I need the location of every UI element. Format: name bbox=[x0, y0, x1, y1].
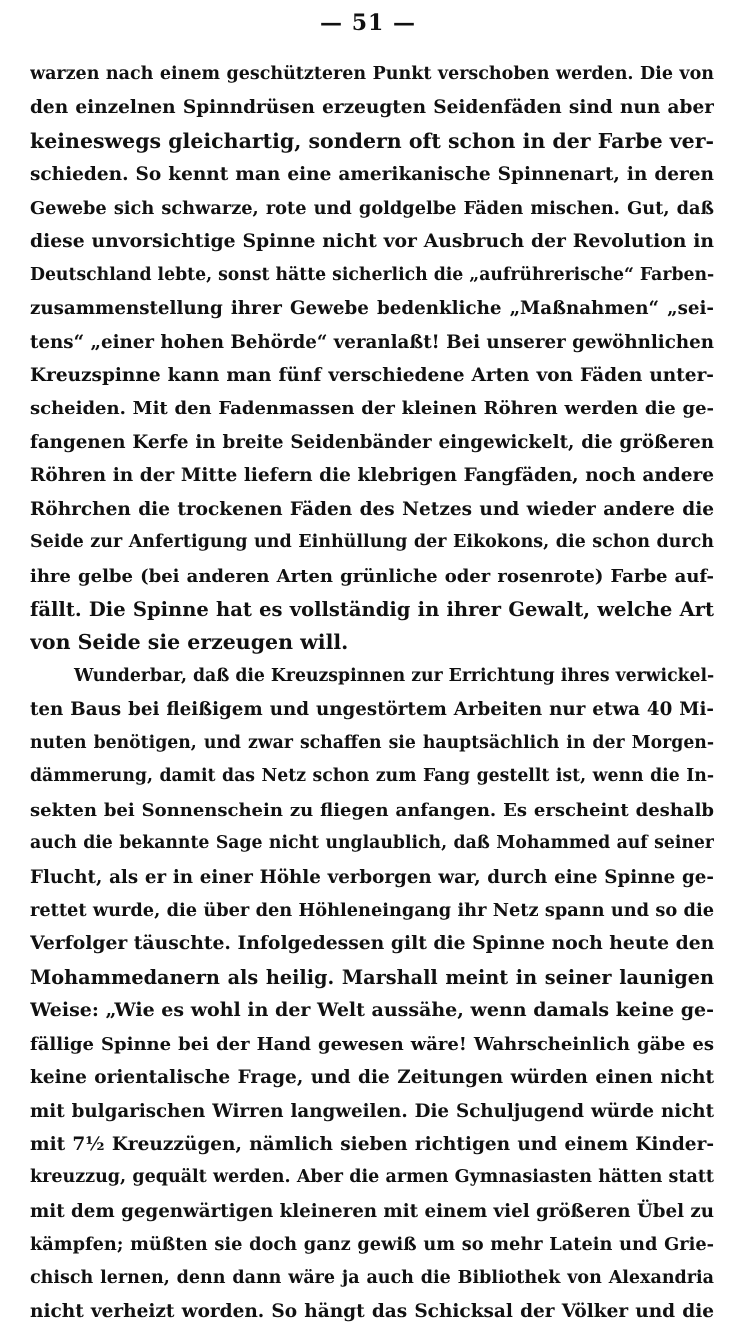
paragraph-last-line: von Seide sie erzeugen will. bbox=[30, 630, 349, 655]
text-line: schieden. So kennt man eine amerikanische Spinnenart, in deren bbox=[30, 164, 714, 186]
text-line: tens“ „einer hohen Behörde“ veranlaßt! Bei unserer gewöhnlichen bbox=[30, 331, 714, 353]
text-line: kreuzzug, gequält werden. Aber die armen Gymnasiasten hätten statt bbox=[30, 1167, 714, 1188]
text-line: warzen nach einem geschützteren Punkt verschoben werden. Die von bbox=[30, 64, 714, 84]
text-line: Mohammedanern als heilig. Marshall meint in seiner launigen bbox=[30, 965, 714, 989]
text-line: Röhrchen die trockenen Fäden des Netzes und wieder andere die bbox=[30, 498, 714, 520]
text-line: den einzelnen Spinndrüsen erzeugten Seidenfäden sind nun aber bbox=[30, 97, 714, 119]
text-line: Röhren in der Mitte liefern die klebrigen Fangfäden, noch andere bbox=[30, 465, 714, 487]
text-line: Seide zur Anfertigung und Einhüllung der Eikokons, die schon durch bbox=[30, 532, 714, 553]
text-line: nuten benötigen, und zwar schaffen sie hauptsächlich in der Morgen- bbox=[30, 732, 714, 753]
text-line: Verfolger täuschte. Infolgedessen gilt die Spinne noch heute den bbox=[30, 932, 714, 955]
text-line: zusammenstellung ihrer Gewebe bedenkliche „Maßnahmen“ „sei- bbox=[30, 298, 714, 320]
text-line: keine orientalische Frage, und die Zeitungen würden einen nicht bbox=[30, 1067, 714, 1089]
text-line: ten Baus bei fleißigem und ungestörtem Arbeiten nur etwa 40 Mi- bbox=[30, 699, 714, 721]
text-line: Deutschland lebte, sonst hätte sicherlich die „aufrührerische“ Farben- bbox=[30, 264, 714, 285]
text-line: diese unvorsichtige Spinne nicht vor Ausbruch der Revolution in bbox=[30, 230, 714, 253]
text-line: Flucht, als er in einer Höhle verborgen war, durch eine Spinne ge- bbox=[30, 866, 714, 888]
text-line: nicht verheizt worden. So hängt das Schicksal der Völker und die bbox=[30, 1301, 714, 1323]
text-line: fällt. Die Spinne hat es vollständig in ihrer Gewalt, welche Art bbox=[30, 598, 714, 621]
text-line: mit 7½ Kreuzzügen, nämlich sieben richtigen und einem Kinder- bbox=[30, 1134, 714, 1155]
body-text bbox=[30, 58, 714, 1329]
text-line: Weise: „Wie es wohl in der Welt aussähe, wenn damals keine ge- bbox=[30, 999, 714, 1022]
text-line: sekten bei Sonnenschein zu fliegen anfangen. Es erscheint deshalb bbox=[30, 799, 714, 821]
paragraph-first-line: Wunderbar, daß die Kreuzspinnen zur Errichtung ihres verwickel- bbox=[74, 665, 714, 686]
text-line: Kreuzspinne kann man fünf verschiedene Arten von Fäden unter- bbox=[30, 364, 714, 386]
text-line: Gewebe sich schwarze, rote und goldgelbe Fäden mischen. Gut, daß bbox=[30, 197, 714, 219]
text-line: rettet wurde, die über den Höhleneingang ihr Netz spann und so die bbox=[30, 899, 714, 921]
text-line: kämpfen; müßten sie doch ganz gewiß um so mehr Latein und Grie- bbox=[30, 1234, 714, 1256]
text-line: keineswegs gleichartig, sondern oft schon in der Farbe ver- bbox=[30, 128, 714, 153]
text-line: fällige Spinne bei der Hand gewesen wäre! Wahrscheinlich gäbe es bbox=[30, 1033, 714, 1055]
text-line: auch die bekannte Sage nicht unglaublich, daß Mohammed auf seiner bbox=[30, 833, 714, 854]
text-line: ihre gelbe (bei anderen Arten grünliche oder rosenrote) Farbe auf- bbox=[30, 565, 714, 587]
page-number: — 51 — bbox=[320, 10, 416, 36]
text-line: dämmerung, damit das Netz schon zum Fang gestellt ist, wenn die In- bbox=[30, 766, 714, 787]
text-line: chisch lernen, denn dann wäre ja auch die Bibliothek von Alexandria bbox=[30, 1267, 714, 1288]
text-line: mit dem gegenwärtigen kleineren mit einem viel größeren Übel zu bbox=[30, 1200, 714, 1222]
text-line: mit bulgarischen Wirren langweilen. Die Schuljugend würde nicht bbox=[30, 1100, 714, 1122]
text-line: fangenen Kerfe in breite Seidenbänder eingewickelt, die größeren bbox=[30, 431, 714, 453]
text-line: scheiden. Mit den Fadenmassen der kleinen Röhren werden die ge- bbox=[30, 398, 714, 420]
